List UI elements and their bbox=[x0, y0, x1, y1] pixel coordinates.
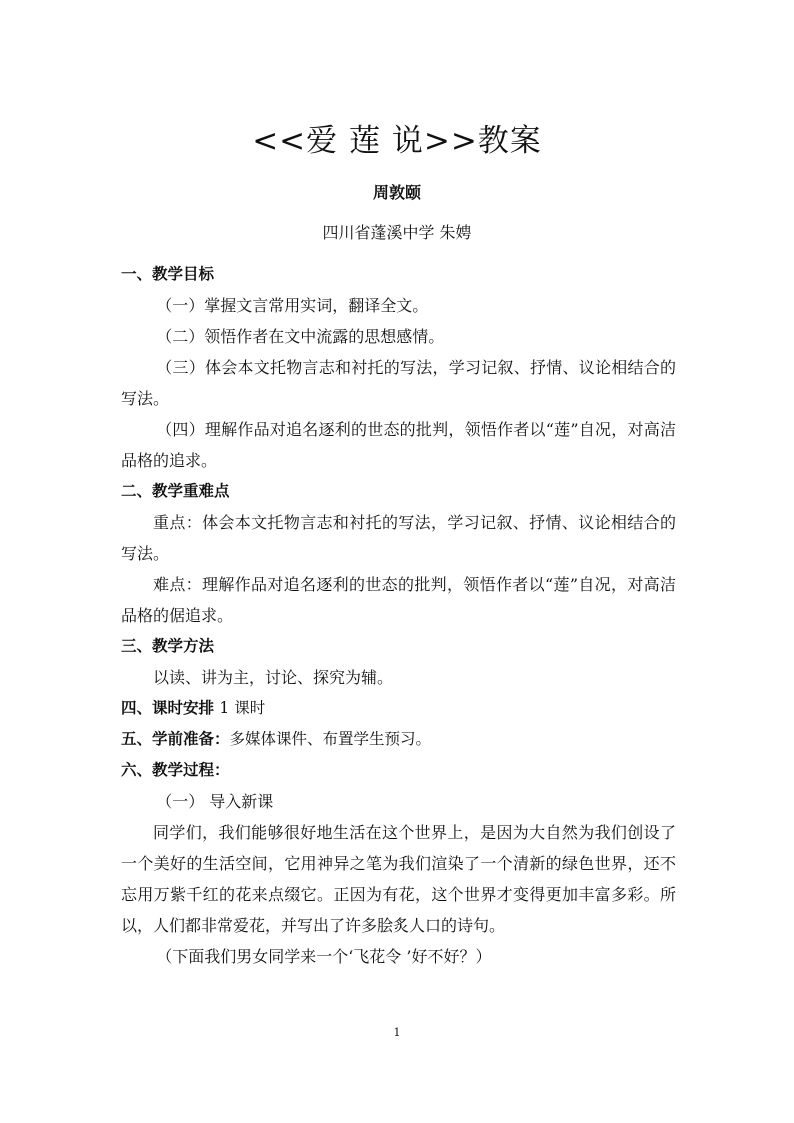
objective-item: （三）体会本文托物言志和衬托的写法，学习记叙、抒情、议论相结合的写法。 bbox=[121, 358, 676, 408]
objective-item: （二）领悟作者在文中流露的思想感情。 bbox=[156, 327, 445, 346]
document-body bbox=[121, 259, 676, 972]
document-title: <<爱 莲 说>>教案 bbox=[252, 123, 542, 159]
section-heading-key-points: 二、教学重难点 bbox=[121, 482, 230, 500]
section-heading-process: 六、教学过程： bbox=[121, 761, 230, 779]
difficult-point-paragraph: 难点：理解作品对追名逐利的世态的批判，领悟作者以“莲”自况，对高洁品格的倨追求。 bbox=[121, 575, 676, 625]
author-name: 周敦颐 bbox=[372, 183, 421, 202]
process-subheading: （一） 导入新课 bbox=[156, 792, 274, 811]
process-paragraph: （下面我们男女同学来一个‘飞花令 ’好不好？） bbox=[156, 947, 492, 966]
section-preparation bbox=[121, 724, 676, 755]
section-schedule bbox=[121, 693, 676, 724]
key-point-paragraph: 重点：体会本文托物言志和衬托的写法，学习记叙、抒情、议论相结合的写法。 bbox=[121, 513, 676, 563]
methods-paragraph: 以读、讲为主，讨论、探究为辅。 bbox=[153, 668, 394, 687]
page-number: 1 bbox=[393, 1026, 401, 1039]
objective-item: （一）掌握文言常用实词，翻译全文。 bbox=[156, 296, 429, 315]
process-paragraph: 同学们，我们能够很好地生活在这个世界上，是因为大自然为我们创设了一个美好的生活空间，它用神异之笔为我们渲染了一个清新的绿色世界，还不忘用万紫千红的花来点缀它。正因为有花，这个世界才变得更加丰富多彩。所以，人们都非常爱花，并写出了许多脍炙人口的诗句。 bbox=[121, 823, 676, 935]
section-heading-preparation: 五、学前准备： bbox=[121, 730, 230, 748]
section-heading-objectives: 一、教学目标 bbox=[121, 265, 215, 283]
section-heading-methods: 三、教学方法 bbox=[121, 637, 215, 655]
schedule-text: 1 课时 bbox=[219, 699, 266, 717]
section-heading-schedule: 四、课时安排 bbox=[121, 699, 215, 717]
objective-item: （四）理解作品对追名逐利的世态的批判，领悟作者以“莲”自况，对高洁品格的追求。 bbox=[121, 420, 676, 470]
preparation-text: 多媒体课件、布置学生预习。 bbox=[229, 730, 432, 748]
author-affiliation: 四川省蓬溪中学 朱娉 bbox=[322, 223, 472, 242]
